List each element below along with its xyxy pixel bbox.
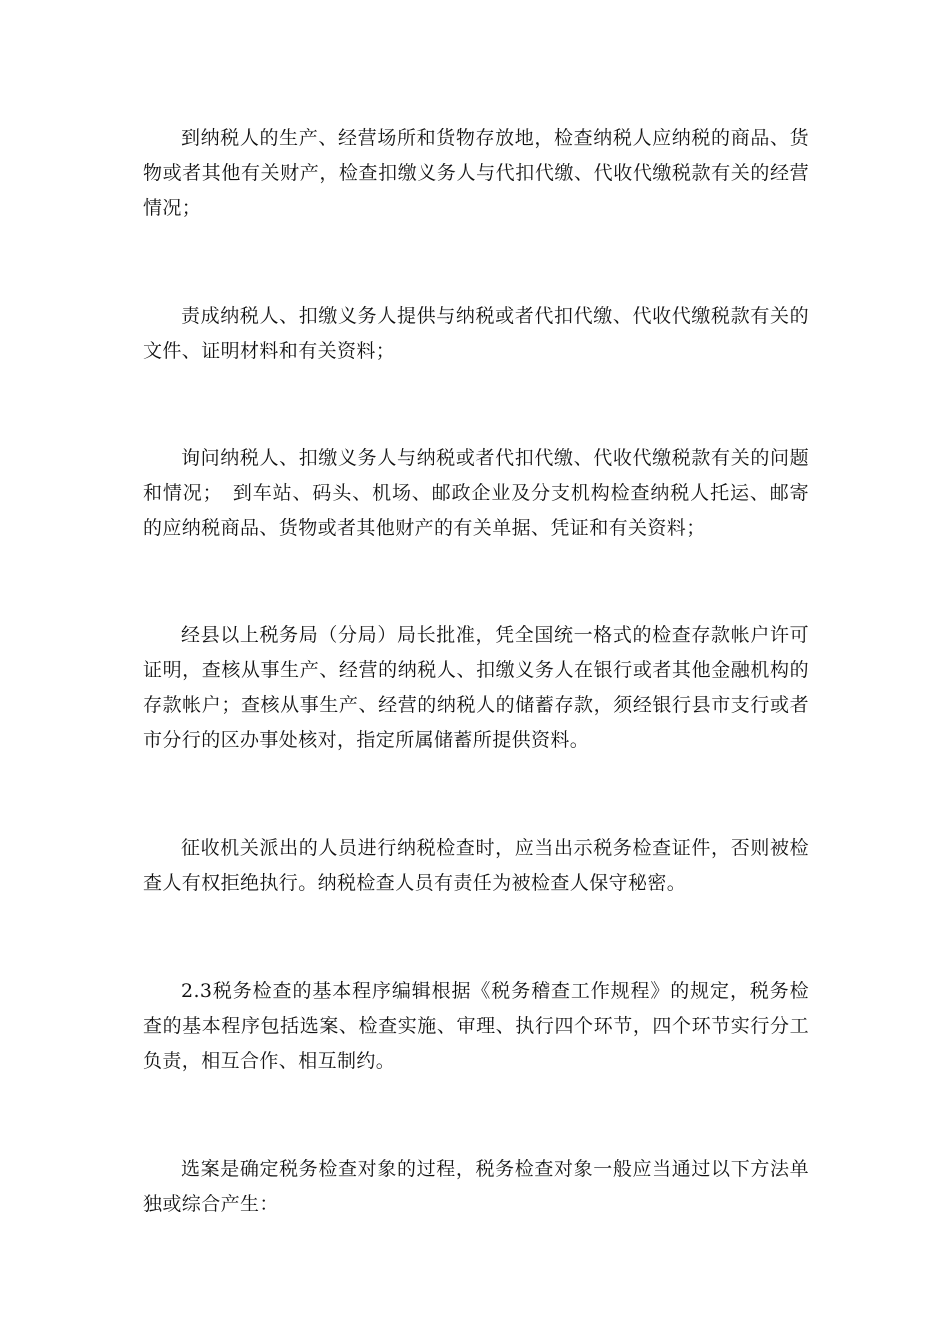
paragraph-request-documents: 责成纳税人、扣缴义务人提供与纳税或者代扣代缴、代收代缴税款有关的文件、证明材料和有关资料； — [143, 305, 809, 362]
paragraph-basic-procedure: 2.3税务检查的基本程序编辑根据《税务稽查工作规程》的规定，税务检查的基本程序包括选案、检查实施、审理、执行四个环节，四个环节实行分工负责，相互合作、相互制约。 — [143, 980, 809, 1072]
paragraph-inspector-credentials: 征收机关派出的人员进行纳税检查时，应当出示税务检查证件，否则被检查人有权拒绝执行。纳税检查人员有责任为被检查人保守秘密。 — [143, 837, 809, 894]
paragraph-bank-account-check: 经县以上税务局（分局）局长批准，凭全国统一格式的检查存款帐户许可证明，查核从事生产、经营的纳税人、扣缴义务人在银行或者其他金融机构的存款帐户；查核从事生产、经营的纳税人的储蓄存款，须经银行县市支行或者市分行的区办事处核对，指定所属储蓄所提供资料。 — [143, 624, 809, 751]
paragraph-inquiry-and-transport-check: 询问纳税人、扣缴义务人与纳税或者代扣代缴、代收代缴税款有关的问题和情况； 到车站、码头、机场、邮政企业及分支机构检查纳税人托运、邮寄的应纳税商品、货物或者其他财产的有关单据、凭证和有关资料； — [143, 447, 809, 539]
paragraph-case-selection: 选案是确定税务检查对象的过程，税务检查对象一般应当通过以下方法单独或综合产生： — [143, 1158, 809, 1215]
paragraph-inspect-premises: 到纳税人的生产、经营场所和货物存放地，检查纳税人应纳税的商品、货物或者其他有关财产，检查扣缴义务人与代扣代缴、代收代缴税款有关的经营情况； — [143, 127, 809, 219]
